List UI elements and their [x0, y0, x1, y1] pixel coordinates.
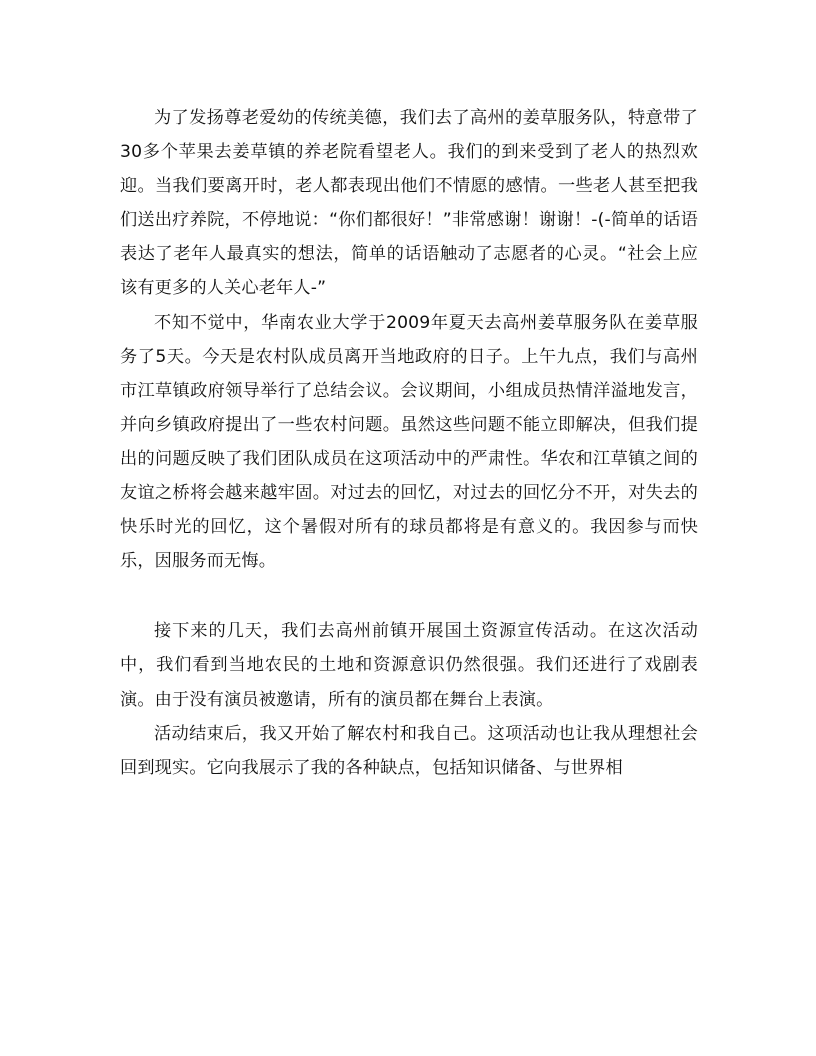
paragraph-spacer	[120, 578, 698, 614]
paragraph-service-summary: 不知不觉中，华南农业大学于2009年夏天去高州姜草服务队在姜草服务了5天。今天是农村队成员离开当地政府的日子。上午九点，我们与高州市江草镇政府领导举行了总结会议。会议期间，小组成员热情洋溢地发言，并向乡镇政府提出了一些农村问题。虽然这些问题不能立即解决，但我们提出的问题反映了我们团队成员在这项活动中的严肃性。华农和江草镇之间的友谊之桥将会越来越牢固。对过去的回忆，对过去的回忆分不开，对失去的快乐时光的回忆，这个暑假对所有的球员都将是有意义的。我因参与而快乐，因服务而无悔。	[120, 312, 698, 572]
paragraph-elderly-visit: 为了发扬尊老爱幼的传统美德，我们去了高州的姜草服务队，特意带了30多个苹果去姜草镇的养老院看望老人。我们的到来受到了老人的热烈欢迎。当我们要离开时，老人都表现出他们不情愿的感情。一些老人甚至把我们送出疗养院，不停地说：“你们都很好！”非常感谢！谢谢！-(-简单的话语表达了老年人最真实的想法，简单的话语触动了志愿者的心灵。“社会上应该有更多的人关心老年人-”	[120, 108, 698, 299]
paragraph-land-resources: 接下来的几天，我们去高州前镇开展国土资源宣传活动。在这次活动中，我们看到当地农民的土地和资源意识仍然很强。我们还进行了戏剧表演。由于没有演员被邀请，所有的演员都在舞台上表演。	[120, 621, 698, 710]
paragraph-reflection: 活动结束后，我又开始了解农村和我自己。这项活动也让我从理想社会回到现实。它向我展示了我的各种缺点，包括知识储备、与世界相	[120, 723, 698, 778]
document-body	[120, 101, 698, 785]
